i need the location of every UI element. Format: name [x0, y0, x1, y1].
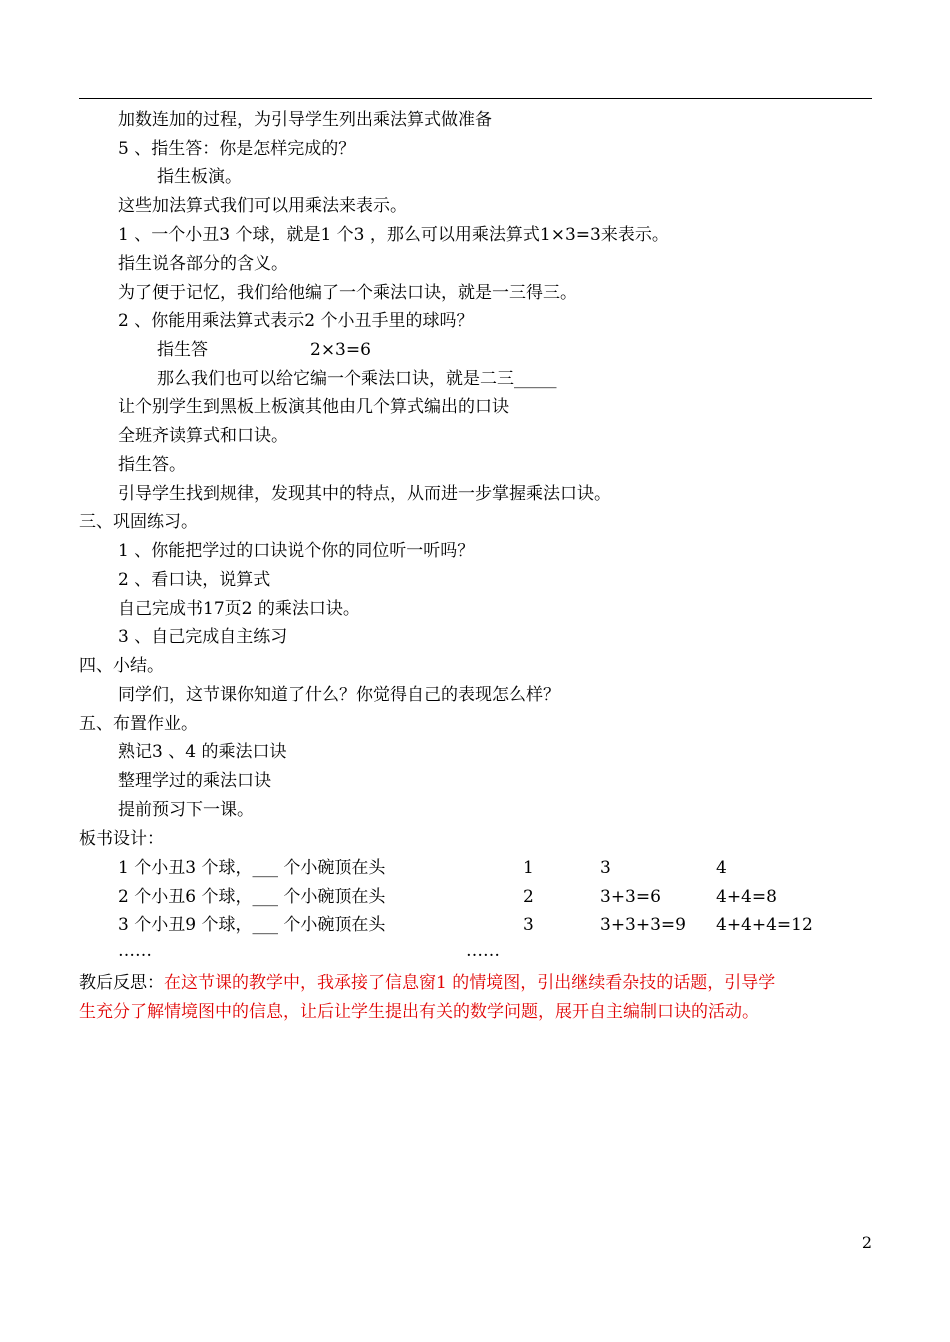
text-line: 同学们，这节课你知道了什么？你觉得自己的表现怎么样？ [118, 685, 560, 705]
board-cell: 3+3+3=9 [600, 915, 686, 935]
text-line: 指生说各部分的含义。 [118, 254, 288, 274]
text-line: 5 、指生答：你是怎样完成的？ [118, 139, 356, 159]
board-ellipsis: …… [466, 941, 500, 961]
board-cell: 3 [600, 858, 611, 878]
board-cell: 4+4=8 [716, 887, 777, 907]
page-number: 2 [861, 1233, 872, 1252]
section-heading: 三、巩固练习。 [79, 512, 198, 532]
board-cell: 3+3=6 [600, 887, 661, 907]
text-line: 自己完成书17页2 的乘法口诀。 [118, 599, 360, 619]
text-line: 1 、一个小丑3 个球，就是1 个3 ，那么可以用乘法算式1×3=3来表示。 [118, 225, 669, 245]
reflection-text: 在这节课的教学中，我承接了信息窗1 的情境图，引出继续看杂技的话题，引导学 [164, 973, 776, 993]
text-line: 3 、自己完成自主练习 [118, 627, 288, 647]
board-row-text: 3 个小丑9 个球，___ 个小碗顶在头 [118, 915, 386, 935]
board-row-text: 1 个小丑3 个球，___ 个小碗顶在头 [118, 858, 386, 878]
reflection-label: 教后反思： [79, 973, 164, 993]
board-cell: 2 [523, 887, 534, 907]
text-line: 2 、看口诀，说算式 [118, 570, 271, 590]
board-cell: 3 [523, 915, 534, 935]
text-line: 为了便于记忆，我们给他编了一个乘法口诀，就是一三得三。 [118, 283, 577, 303]
text-line: 提前预习下一课。 [118, 800, 254, 820]
board-cell: 4+4+4=12 [716, 915, 813, 935]
text-line: 2 、你能用乘法算式表示2 个小丑手里的球吗？ [118, 311, 474, 331]
section-heading: 板书设计： [79, 829, 164, 849]
board-cell: 1 [523, 858, 534, 878]
text-line: 2×3=6 [310, 340, 371, 360]
board-cell: 4 [716, 858, 727, 878]
text-line: 指生板演。 [157, 167, 242, 187]
text-line: 指生答 [157, 340, 208, 360]
board-row-text: 2 个小丑6 个球，___ 个小碗顶在头 [118, 887, 386, 907]
reflection-line-2: 生充分了解情境图中的信息，让后让学生提出有关的数学问题，展开自主编制口诀的活动。 [79, 1002, 759, 1022]
reflection-line-1 [79, 972, 775, 994]
board-ellipsis: …… [118, 941, 152, 961]
section-heading: 四、小结。 [79, 656, 164, 676]
text-line: 加数连加的过程，为引导学生列出乘法算式做准备 [118, 110, 492, 130]
text-line: 那么我们也可以给它编一个乘法口诀，就是二三_____ [157, 369, 557, 389]
section-heading: 五、布置作业。 [79, 714, 198, 734]
header-rule [79, 98, 872, 99]
text-line: 全班齐读算式和口诀。 [118, 426, 288, 446]
text-line: 整理学过的乘法口诀 [118, 771, 271, 791]
text-line: 熟记3 、4 的乘法口诀 [118, 742, 287, 762]
text-line: 1 、你能把学过的口诀说个你的同位听一听吗？ [118, 541, 475, 561]
text-line: 让个别学生到黑板上板演其他由几个算式编出的口诀 [118, 397, 509, 417]
text-line: 引导学生找到规律，发现其中的特点，从而进一步掌握乘法口诀。 [118, 484, 611, 504]
text-line: 这些加法算式我们可以用乘法来表示。 [118, 196, 407, 216]
text-line: 指生答。 [118, 455, 186, 475]
